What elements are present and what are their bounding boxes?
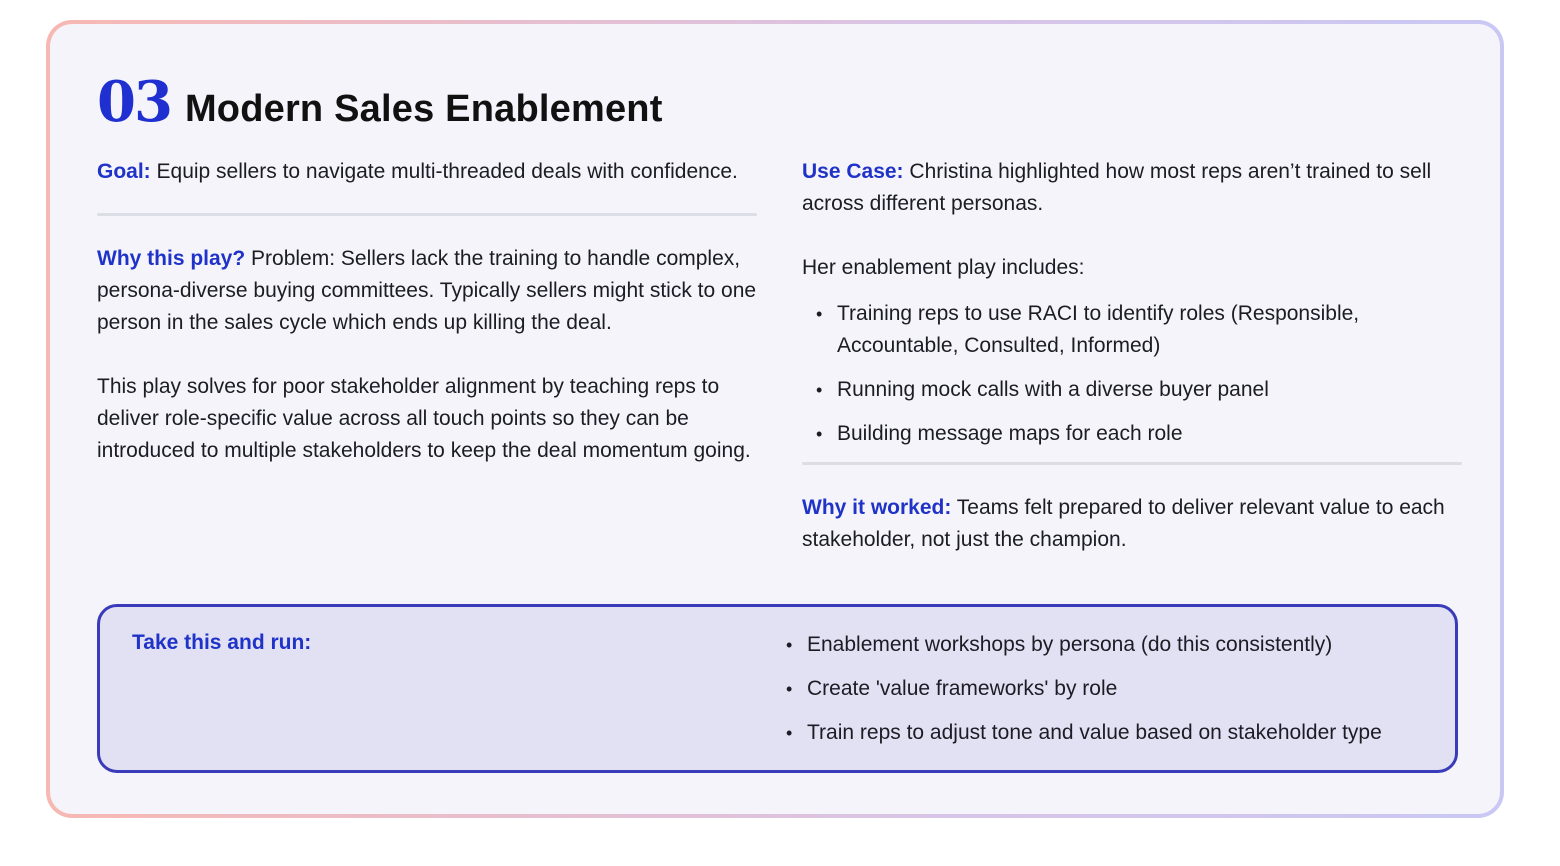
right-column <box>802 156 1462 556</box>
section-title: Modern Sales Enablement <box>184 88 663 130</box>
list-item: • Enablement workshops by persona (do this consistently) <box>772 629 1382 661</box>
play-card <box>50 24 1500 814</box>
list-item: • Train reps to adjust tone and value based on stakeholder type <box>772 717 1382 749</box>
goal-paragraph <box>97 156 757 188</box>
worked-paragraph <box>802 492 1462 556</box>
list-item: • Building message maps for each role <box>802 418 1462 450</box>
why-text: Problem: Sellers lack the training to handle complex, persona-diverse buying committees. Typically sellers might stick to one person in the sales cycle which ends up killing the deal. <box>97 247 757 334</box>
list-item: • Running mock calls with a diverse buyer panel <box>802 374 1462 406</box>
why-label: Why this play? <box>97 247 246 270</box>
solution-paragraph: This play solves for poor stakeholder alignment by teaching reps to deliver role-specific value across all touch points so they can be introduced to multiple stakeholders to keep the deal momentum going. <box>97 375 751 462</box>
card-frame <box>46 20 1504 818</box>
play-intro: Her enablement play includes: <box>802 256 1085 279</box>
take-this-and-run-box <box>97 604 1458 773</box>
section-number: 03 <box>97 69 171 135</box>
title-row <box>97 69 663 135</box>
goal-label: Goal: <box>97 160 151 183</box>
left-column <box>97 156 757 467</box>
worked-label: Why it worked: <box>802 496 952 519</box>
play-list <box>802 298 1462 450</box>
list-item: • Create 'value frameworks' by role <box>772 673 1382 705</box>
usecase-label: Use Case: <box>802 160 904 183</box>
why-paragraph <box>97 243 757 339</box>
run-list <box>772 629 1382 761</box>
run-label: Take this and run: <box>132 631 312 654</box>
list-item: • Training reps to use RACI to identify roles (Responsible, Accountable, Consulted, Informed) <box>802 298 1462 362</box>
worked-text: Teams felt prepared to deliver relevant value to each stakeholder, not just the champion. <box>802 496 1445 551</box>
goal-text: Equip sellers to navigate multi-threaded deals with confidence. <box>150 160 738 183</box>
left-divider <box>97 213 757 216</box>
usecase-paragraph <box>802 156 1462 220</box>
right-divider <box>802 462 1462 465</box>
usecase-text: Christina highlighted how most reps aren’t trained to sell across different personas. <box>802 160 1432 215</box>
